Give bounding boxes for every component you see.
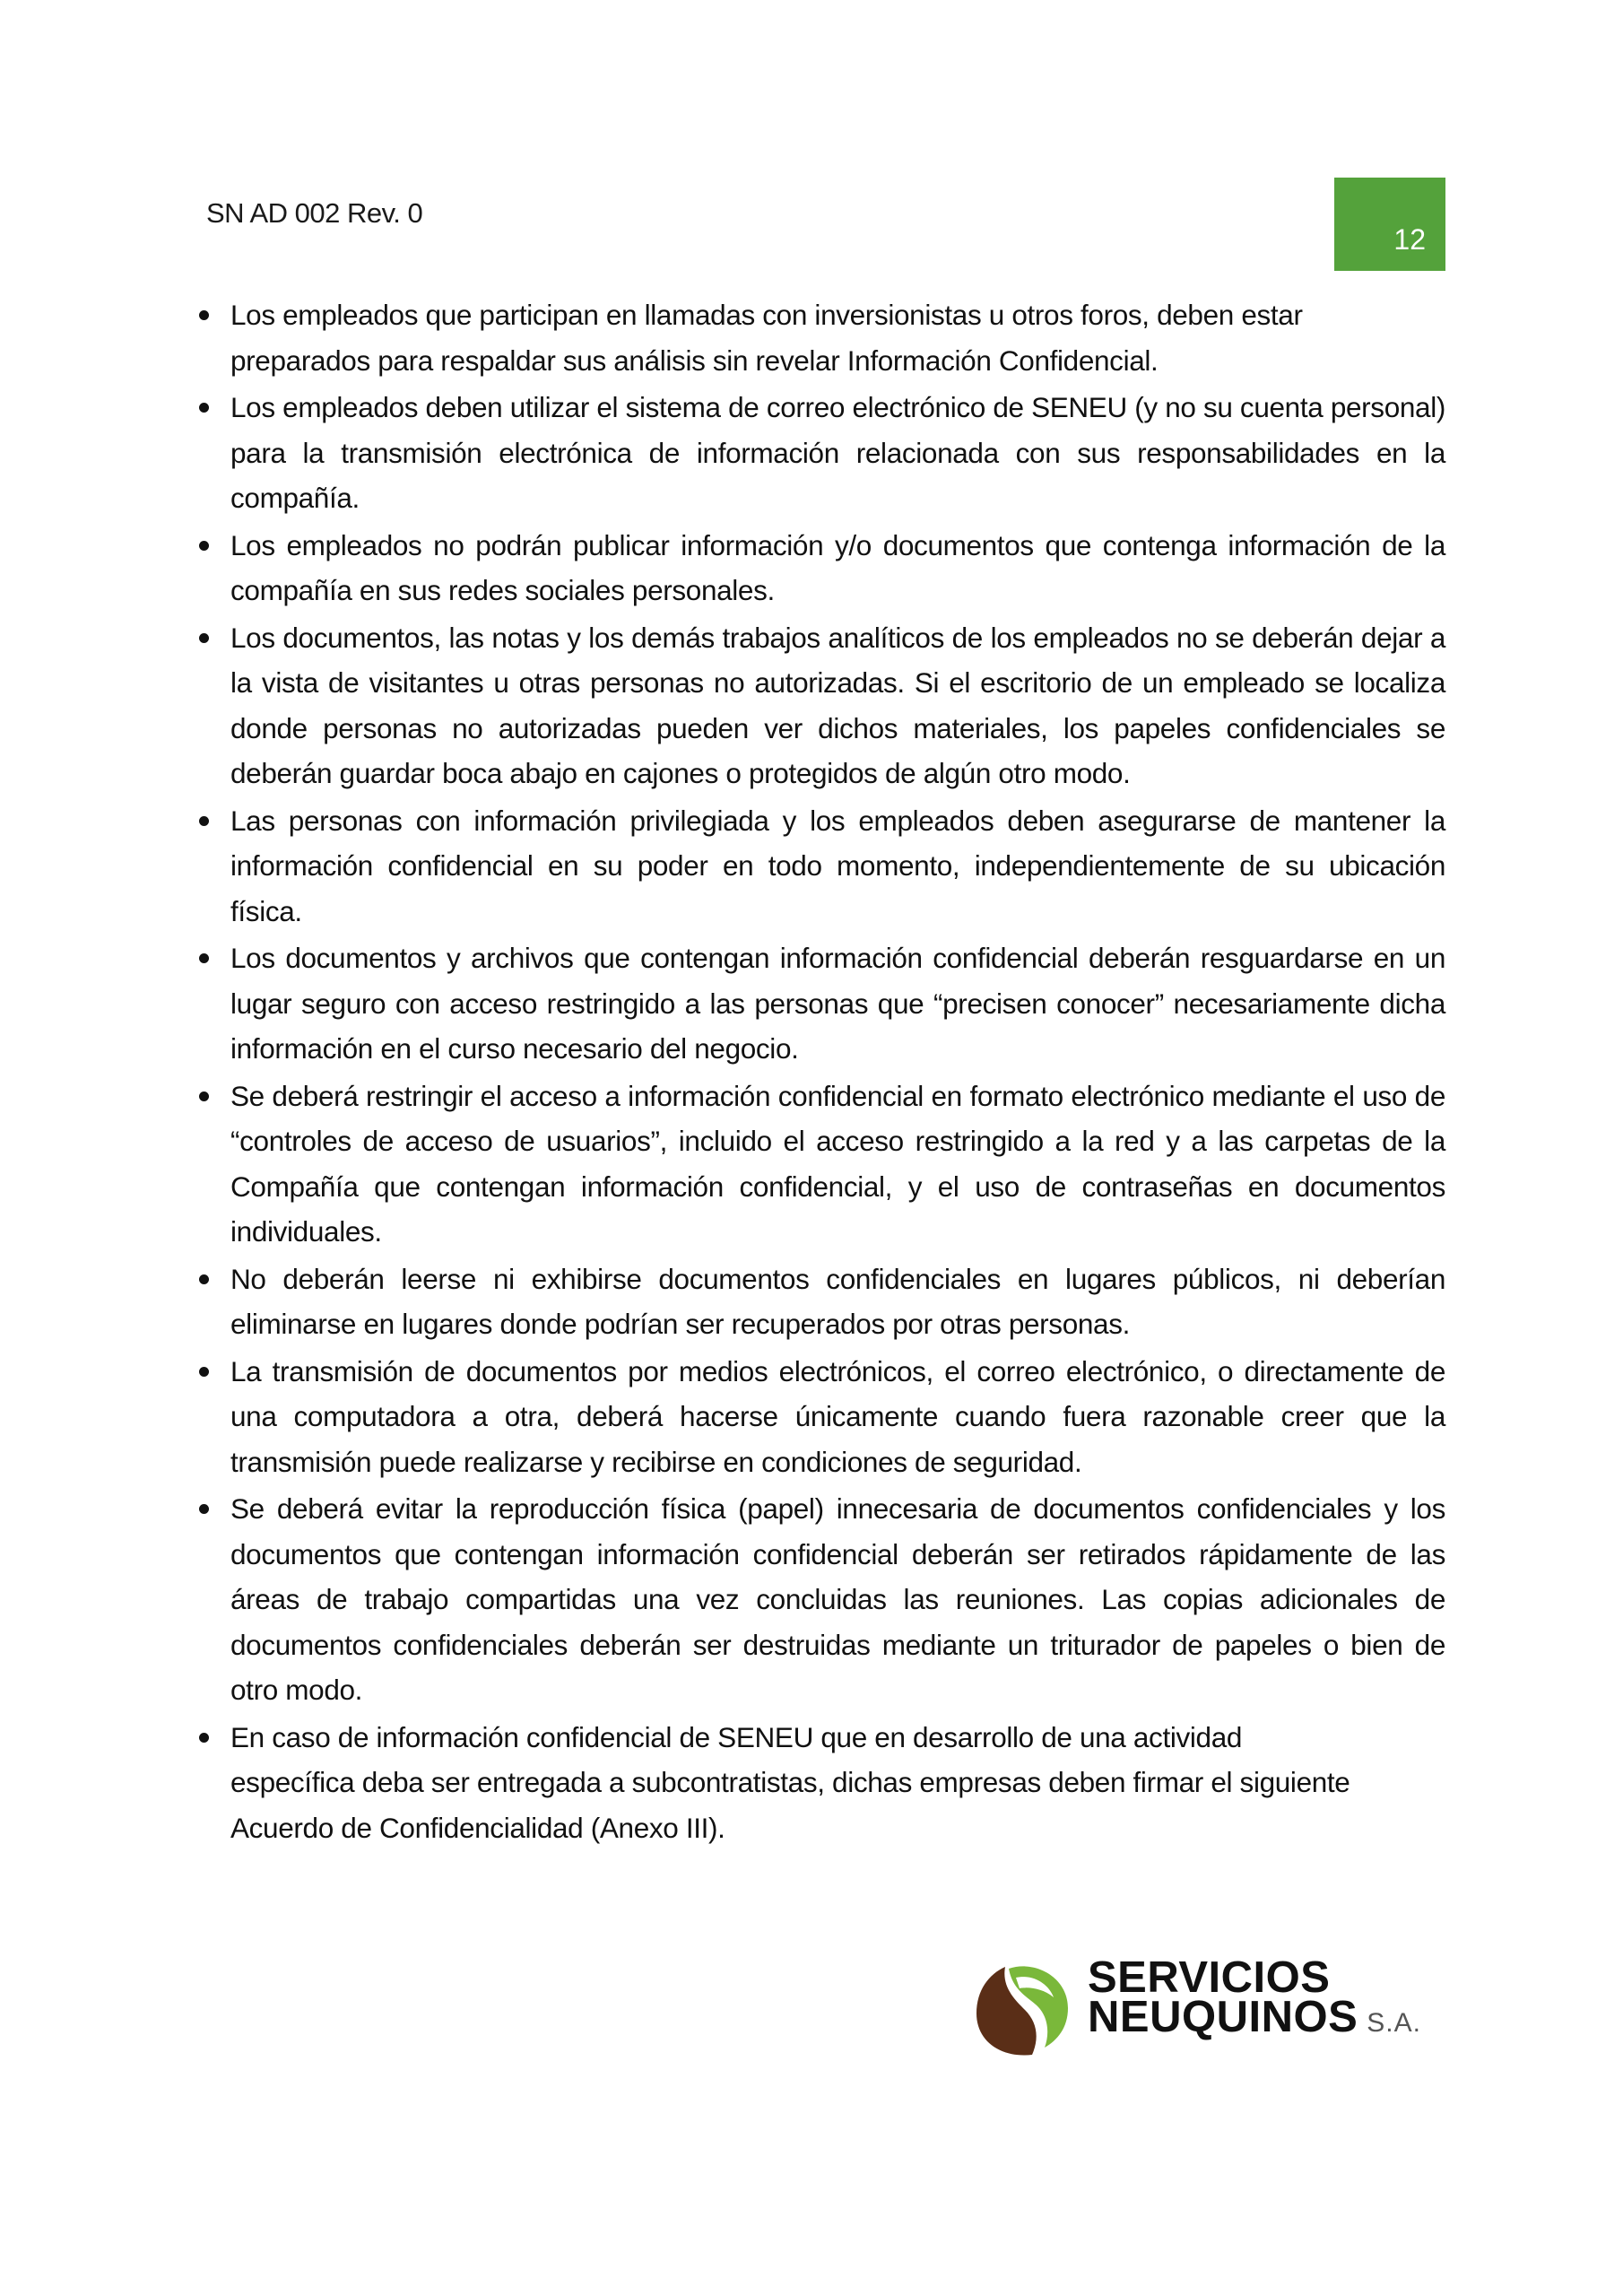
list-item bbox=[188, 292, 1445, 383]
bullet-icon bbox=[199, 1274, 209, 1284]
document-code: SN AD 002 Rev. 0 bbox=[206, 197, 423, 229]
page-number-badge bbox=[1334, 178, 1445, 271]
logo-suffix: S.A. bbox=[1367, 2008, 1421, 2038]
bullet-icon bbox=[199, 541, 209, 551]
bullet-icon bbox=[199, 816, 209, 826]
bullet-list bbox=[188, 292, 1445, 1850]
list-item-text: En caso de información confidencial de SENEU que en desarrollo de una actividad específica deba ser entregada a subcontratistas, dichas empresas deben firmar el siguiente Acuerdo de Confidencialidad (Anexo III). bbox=[230, 1720, 1350, 1844]
list-item bbox=[188, 1349, 1445, 1485]
list-item-text: Se deberá restringir el acceso a información confidencial en formato electrónico mediante el uso de “controles de acceso de usuarios”, incluido el acceso restringido a la red y a las carpetas de la Compañía que contengan información confidencial, y el uso de contraseñas en documentos individuales. bbox=[230, 1079, 1445, 1248]
company-logo bbox=[973, 1953, 1439, 2066]
list-item-text: La transmisión de documentos por medios electrónicos, el correo electrónico, o directamente de una computadora a otra, deberá hacerse únicamente cuando fuera razonable creer que la transmisión puede realizarse y recibirse en condiciones de seguridad. bbox=[230, 1354, 1445, 1478]
list-item-text: Las personas con información privilegiada y los empleados deben asegurarse de mantener la información confidencial en su poder en todo momento, independientemente de su ubicación física. bbox=[230, 804, 1445, 927]
list-item bbox=[188, 798, 1445, 935]
list-item-text: Los documentos y archivos que contengan información confidencial deberán resguardarse en un lugar seguro con acceso restringido a las personas que “precisen conocer” necesariamente dicha información en el curso necesario del negocio. bbox=[230, 942, 1445, 1065]
list-item-text: Se deberá evitar la reproducción física (papel) innecesaria de documentos confidenciales y los documentos que contengan información confidencial deberán ser retirados rápidamente de las áreas de trabajo compartidas una vez concluidas las reuniones. Las copias adicionales de documentos confidenciales deberán ser destruidas mediante un triturador de papeles o bien de otro modo. bbox=[230, 1492, 1445, 1706]
logo-line-2 bbox=[1088, 1993, 1421, 2043]
leaf-logo-icon bbox=[973, 1961, 1072, 2058]
list-item bbox=[188, 1486, 1445, 1713]
list-item bbox=[188, 1074, 1445, 1255]
list-item-text: Los empleados no podrán publicar información y/o documentos que contenga información de la compañía en sus redes sociales personales. bbox=[230, 528, 1445, 606]
list-item bbox=[188, 1715, 1445, 1851]
bullet-icon bbox=[199, 1504, 209, 1514]
bullet-icon bbox=[199, 1091, 209, 1101]
bullet-icon bbox=[199, 953, 209, 963]
bullet-icon bbox=[199, 403, 209, 413]
list-item bbox=[188, 523, 1445, 613]
list-item bbox=[188, 1257, 1445, 1347]
document-body bbox=[188, 292, 1445, 1852]
bullet-icon bbox=[199, 633, 209, 643]
page-number: 12 bbox=[1393, 223, 1426, 256]
list-item bbox=[188, 615, 1445, 796]
logo-wordmark bbox=[1088, 1953, 1421, 2043]
list-item bbox=[188, 935, 1445, 1072]
bullet-icon bbox=[199, 310, 209, 320]
list-item-text: No deberán leerse ni exhibirse documentos confidenciales en lugares públicos, ni deberían eliminarse en lugares donde podrían ser recuperados por otras personas. bbox=[230, 1262, 1445, 1340]
logo-line-2-text: NEUQUINOS bbox=[1088, 1993, 1358, 2041]
list-item bbox=[188, 385, 1445, 521]
list-item-text: Los documentos, las notas y los demás trabajos analíticos de los empleados no se deberán dejar a la vista de visitantes u otras personas no autorizadas. Si el escritorio de un empleado se localiza donde personas no autorizadas pueden ver dichos materiales, los papeles confidenciales se deberán guardar boca abajo en cajones o protegidos de algún otro modo. bbox=[230, 621, 1445, 789]
bullet-icon bbox=[199, 1733, 209, 1743]
bullet-icon bbox=[199, 1367, 209, 1377]
list-item-text: Los empleados deben utilizar el sistema de correo electrónico de SENEU (y no su cuenta personal) para la transmisión electrónica de información relacionada con sus responsabilidades en la compañía. bbox=[230, 391, 1445, 514]
logo-line-1: SERVICIOS bbox=[1088, 1953, 1331, 2002]
list-item-text: Los empleados que participan en llamadas con inversionistas u otros foros, deben estar preparados para respaldar sus análisis sin revelar Información Confidencial. bbox=[230, 299, 1303, 377]
